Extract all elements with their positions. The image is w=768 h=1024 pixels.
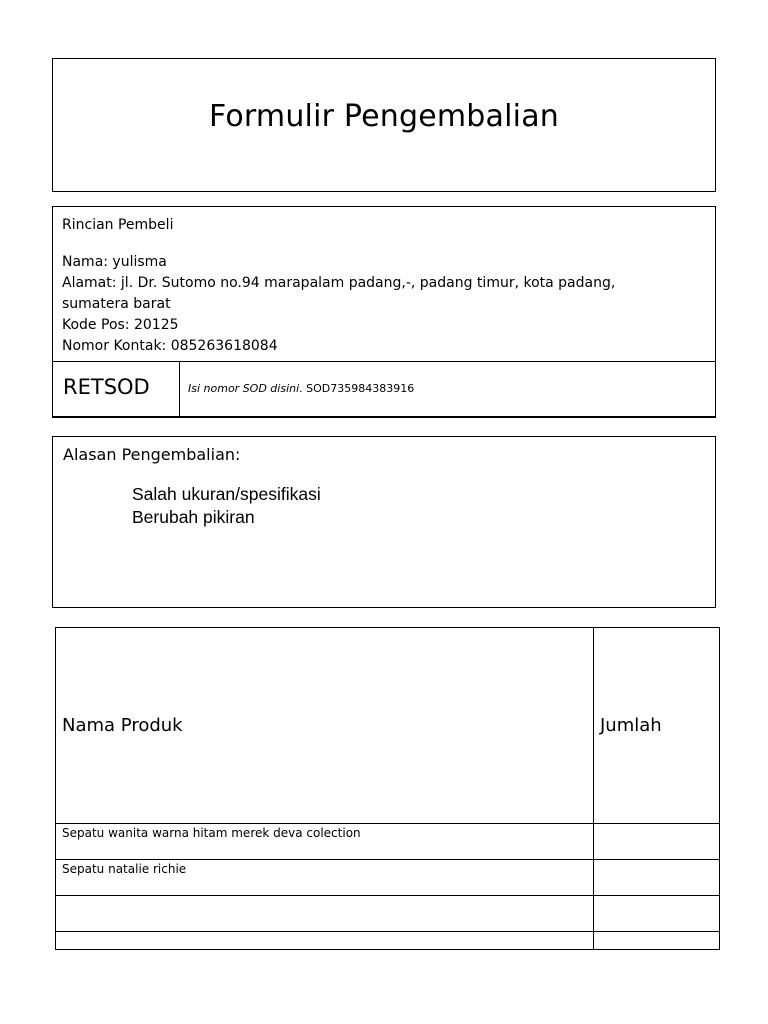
buyer-heading: Rincian Pembeli <box>62 217 174 233</box>
return-code-row <box>52 361 716 417</box>
form-title-box <box>52 58 716 192</box>
buyer-details-text <box>62 215 702 357</box>
sod-number-cell <box>180 362 715 416</box>
quantity-header: Jumlah <box>594 628 720 824</box>
quantity-cell <box>594 860 720 896</box>
return-reason-item: Berubah pikiran <box>132 507 255 527</box>
return-reason-list <box>132 483 321 529</box>
buyer-postcode: Kode Pos: 20125 <box>62 317 179 333</box>
return-reason-label: Alasan Pengembalian: <box>63 445 241 464</box>
product-name-cell: Sepatu wanita warna hitam merek deva colection <box>56 824 594 860</box>
table-row <box>56 824 720 860</box>
buyer-details-box <box>52 206 716 418</box>
product-name-cell: Sepatu natalie richie <box>56 860 594 896</box>
quantity-cell <box>594 932 720 950</box>
product-name-cell <box>56 896 594 932</box>
buyer-address-line-1: Alamat: jl. Dr. Sutomo no.94 marapalam padang,-, padang timur, kota padang, <box>62 275 616 291</box>
quantity-cell <box>594 824 720 860</box>
form-title: Formulir Pengembalian <box>208 99 560 134</box>
return-reason-box <box>52 436 716 608</box>
table-row <box>56 932 720 950</box>
sod-hint: Isi nomor SOD disini <box>188 382 300 395</box>
sod-number: . SOD735984383916 <box>299 382 415 395</box>
product-table <box>55 627 720 950</box>
return-reason-item: Salah ukuran/spesifikasi <box>132 484 321 504</box>
buyer-contact: Nomor Kontak: 085263618084 <box>62 338 278 354</box>
table-row <box>56 860 720 896</box>
table-row <box>56 896 720 932</box>
quantity-cell <box>594 896 720 932</box>
product-name-header: Nama Produk <box>56 628 594 824</box>
product-name-cell <box>56 932 594 950</box>
return-code-label: RETSOD <box>53 362 180 416</box>
product-table-header <box>56 628 720 824</box>
buyer-name: Nama: yulisma <box>62 254 167 270</box>
buyer-address-line-2: sumatera barat <box>62 296 171 312</box>
